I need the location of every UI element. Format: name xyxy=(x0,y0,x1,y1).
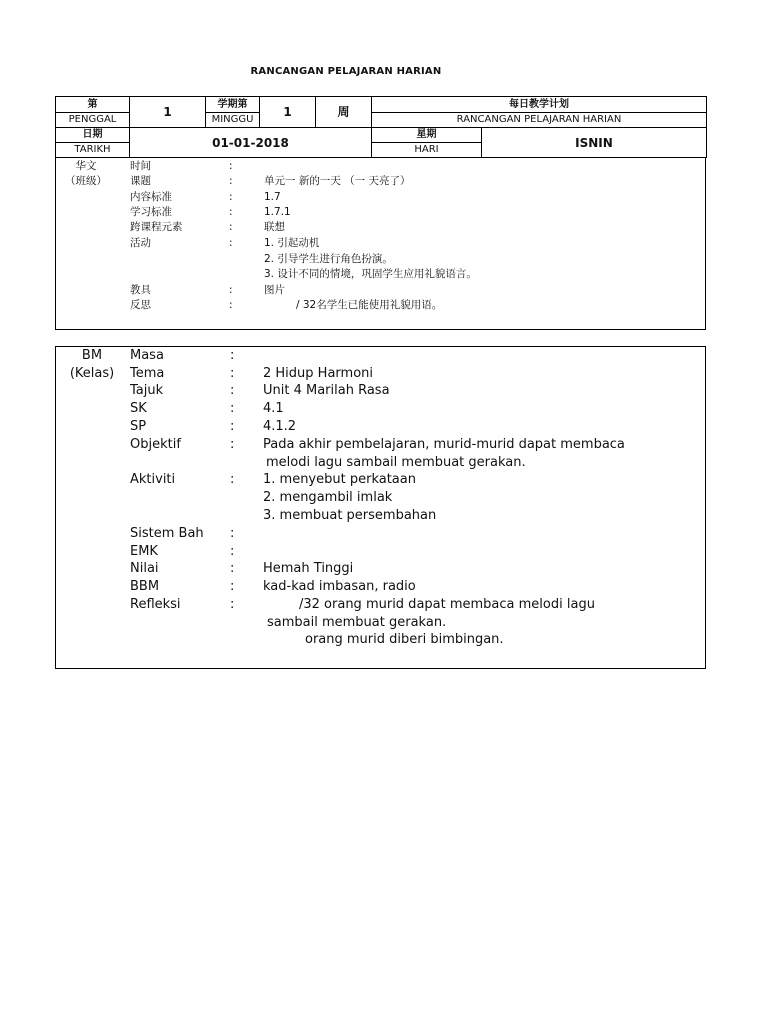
row-value: 2. mengambil imlak xyxy=(263,490,393,505)
bm-class: (Kelas) xyxy=(69,366,115,381)
row-label: EMK xyxy=(130,544,158,559)
hari-label: HARI xyxy=(372,143,482,158)
bm-lesson-section xyxy=(55,346,706,669)
row-value: /32 orang murid dapat membaca melodi lagu xyxy=(299,597,595,612)
chinese-row xyxy=(56,236,705,251)
header-table xyxy=(55,96,707,158)
row-value: 1.7 xyxy=(264,191,281,203)
row-label: BBM xyxy=(130,579,160,594)
row-label: Nilai xyxy=(130,561,159,576)
bm-row xyxy=(56,631,705,649)
row-colon: : xyxy=(230,437,235,452)
row-colon: : xyxy=(229,237,233,249)
plan-zh-title: 每日教学计划 xyxy=(372,97,707,113)
bm-row xyxy=(56,543,705,561)
minggu-value: 1 xyxy=(260,97,316,128)
row-label: Tajuk xyxy=(130,383,164,398)
row-colon: : xyxy=(230,366,235,381)
chinese-lesson-section xyxy=(55,158,706,330)
bm-row xyxy=(56,382,705,400)
chinese-row xyxy=(56,159,705,174)
row-value: 1.7.1 xyxy=(264,206,291,218)
row-label: Masa xyxy=(130,348,164,363)
row-value: 4.1.2 xyxy=(263,419,297,434)
row-colon: : xyxy=(229,191,233,203)
row-value: 1. 引起动机 xyxy=(264,237,320,249)
row-label: 时间 xyxy=(130,160,151,172)
row-label: 教具 xyxy=(130,284,151,296)
document-title: RANCANGAN PELAJARAN HARIAN xyxy=(250,66,442,77)
row-value: 3. 设计不同的情境，巩固学生应用礼貌语言。 xyxy=(264,268,477,280)
penggal-zh-label: 第 xyxy=(56,97,130,113)
row-colon: : xyxy=(230,579,235,594)
chinese-row xyxy=(56,267,705,282)
row-label: Refleksi xyxy=(130,597,181,612)
chinese-row xyxy=(56,190,705,205)
row-colon: : xyxy=(229,160,233,172)
row-colon: : xyxy=(230,348,235,363)
row-label: Objektif xyxy=(130,437,181,452)
row-colon: : xyxy=(230,419,235,434)
zhou-label: 周 xyxy=(316,97,372,128)
row-value: kad-kad imbasan, radio xyxy=(263,579,416,594)
bm-row xyxy=(56,525,705,543)
row-label: 跨课程元素 xyxy=(130,221,183,233)
penggal-label: PENGGAL xyxy=(56,113,130,128)
chinese-row xyxy=(56,252,705,267)
row-colon: : xyxy=(230,561,235,576)
chinese-row xyxy=(56,205,705,220)
penggal-value: 1 xyxy=(130,97,206,128)
bm-row xyxy=(56,578,705,596)
row-label: 学习标准 xyxy=(130,206,172,218)
row-value: 单元一 新的一天 （一 天亮了） xyxy=(264,175,411,187)
chinese-row xyxy=(56,220,705,235)
row-value: Hemah Tinggi xyxy=(263,561,354,576)
bm-row xyxy=(56,489,705,507)
row-value: melodi lagu sambail membuat gerakan. xyxy=(266,455,526,470)
bm-row xyxy=(56,614,705,632)
minggu-label: MINGGU xyxy=(206,113,260,128)
chinese-class: （班级） xyxy=(65,175,107,187)
row-colon: : xyxy=(229,299,233,311)
row-colon: : xyxy=(229,206,233,218)
row-colon: : xyxy=(230,597,235,612)
row-value: 4.1 xyxy=(263,401,284,416)
row-value: 2 Hidup Harmoni xyxy=(263,366,373,381)
bm-row xyxy=(56,471,705,489)
bm-row xyxy=(56,507,705,525)
bm-row xyxy=(56,560,705,578)
row-colon: : xyxy=(229,221,233,233)
row-value: Unit 4 Marilah Rasa xyxy=(263,383,390,398)
bm-row xyxy=(56,596,705,614)
row-value: orang murid diberi bimbingan. xyxy=(305,632,504,647)
row-colon: : xyxy=(230,383,235,398)
row-value: 1. menyebut perkataan xyxy=(263,472,416,487)
row-label: Aktiviti xyxy=(130,472,176,487)
row-value: 图片 xyxy=(264,284,285,296)
row-value: 3. membuat persembahan xyxy=(263,508,437,523)
chinese-row xyxy=(56,298,705,313)
minggu-zh-label: 学期第 xyxy=(206,97,260,113)
row-label: 内容标准 xyxy=(130,191,172,203)
row-colon: : xyxy=(229,284,233,296)
bm-row xyxy=(56,418,705,436)
bm-row xyxy=(56,347,705,365)
row-value: / 32名学生已能使用礼貌用语。 xyxy=(296,299,443,311)
row-value: 联想 xyxy=(264,221,285,233)
row-label: Sistem Bah xyxy=(130,526,204,541)
chinese-subject: 华文 xyxy=(75,160,97,172)
row-colon: : xyxy=(230,472,235,487)
row-colon: : xyxy=(230,401,235,416)
tarikh-value: 01-01-2018 xyxy=(130,128,372,158)
row-colon: : xyxy=(229,175,233,187)
row-colon: : xyxy=(230,526,235,541)
hari-value: ISNIN xyxy=(482,128,707,158)
hari-zh-label: 星期 xyxy=(372,128,482,143)
chinese-row xyxy=(56,283,705,298)
row-value: sambail membuat gerakan. xyxy=(267,615,447,630)
row-label: SP xyxy=(130,419,147,434)
row-label: 课题 xyxy=(130,175,151,187)
bm-row xyxy=(56,400,705,418)
bm-row xyxy=(56,436,705,454)
row-colon: : xyxy=(230,544,235,559)
row-label: SK xyxy=(130,401,147,416)
chinese-row xyxy=(56,174,705,189)
bm-subject: BM xyxy=(81,348,103,363)
row-label: 反思 xyxy=(130,299,151,311)
plan-title: RANCANGAN PELAJARAN HARIAN xyxy=(372,113,707,128)
row-label: Tema xyxy=(130,366,165,381)
bm-row xyxy=(56,454,705,472)
bm-row xyxy=(56,365,705,383)
row-label: 活动 xyxy=(130,237,151,249)
row-value: Pada akhir pembelajaran, murid-murid dapat membaca xyxy=(263,437,625,452)
tarikh-zh-label: 日期 xyxy=(56,128,130,143)
row-value: 2. 引导学生进行角色扮演。 xyxy=(264,253,393,265)
tarikh-label: TARIKH xyxy=(56,143,130,158)
